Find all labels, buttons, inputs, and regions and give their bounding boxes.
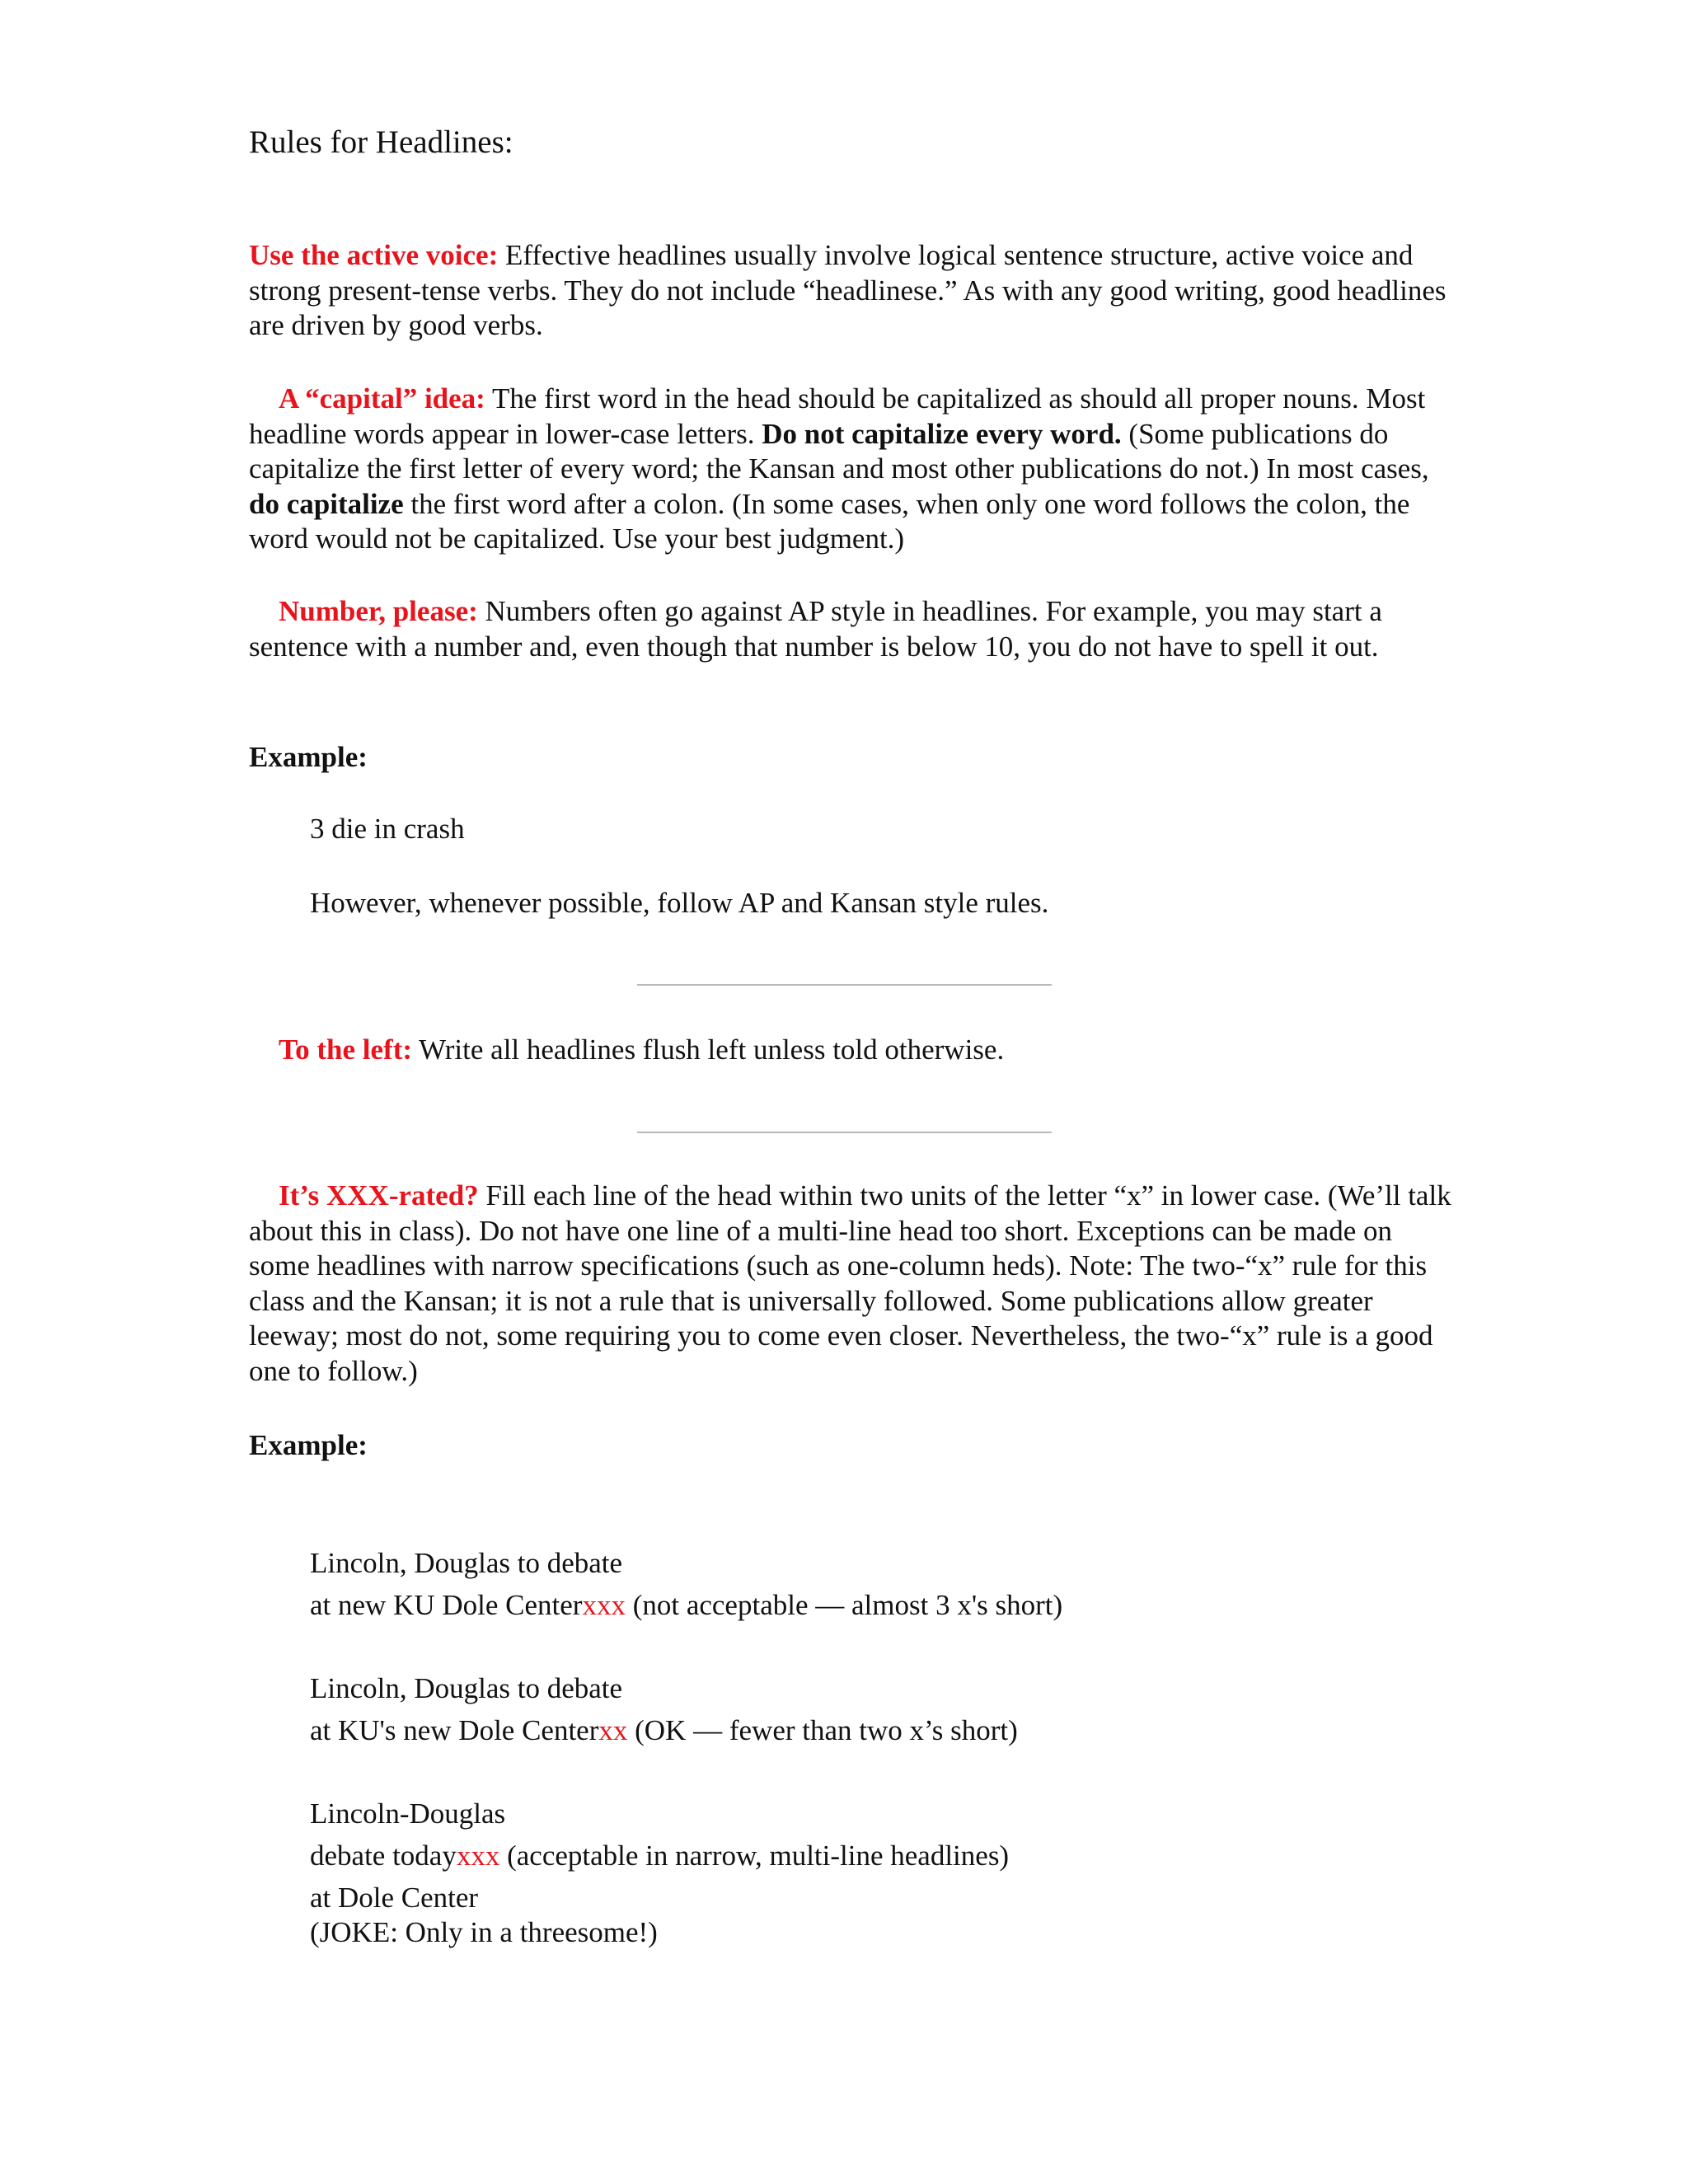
section-text: Numbers often go against AP style in headlines. For example, you may start a sentence with a number and, even though that number is below 10, you do not have to spell it out. [249,595,1382,663]
horizontal-divider [637,1132,1052,1133]
headline-line: Lincoln-Douglas [310,1797,506,1830]
section-text: Effective headlines usually involve logical sentence structure, active voice and strong present-tense verbs. They do not include “headlinese.” As with any good writing, good headlines are driven by good verbs. [249,239,1447,341]
headline-note: (OK — fewer than two x’s short) [627,1714,1018,1746]
section-text: Fill each line of the head within two units of the letter “x” in lower case. (We’ll talk about this in class). Do not have one line of a multi-line head too short. Exceptions can be made on some headlines with narrow specifications (such as one-column heds). Note: The two-“x” rule for this class and the Kansan; it is not a rule that is universally followed. Some publications allow greater leeway; most do not, some requiring you to come even closer. Nevertheless, the two-“x” rule is a good one to follow.) [249,1179,1451,1387]
bold-emphasis: Do not capitalize every word. [762,417,1122,450]
headline-line [310,1835,1447,1877]
section-capital-idea [249,382,1452,557]
horizontal-divider [637,984,1052,986]
headline-note: (acceptable in narrow, multi-line headlines) [499,1840,1010,1872]
headline-text: at KU's new Dole Center [310,1714,599,1746]
section-text: Write all headlines flush left unless told otherwise. [412,1033,1005,1066]
section-heading: To the left: [279,1033,413,1066]
example-note: However, whenever possible, follow AP and Kansan style rules. [310,887,1049,919]
x-units: xxx [456,1840,500,1872]
headline-text: at new KU Dole Center [310,1589,583,1621]
x-units: xxx [582,1589,626,1621]
section-to-the-left [249,1033,1452,1068]
page-title: Rules for Headlines: [249,124,513,160]
section-number-please [249,594,1452,664]
example-label: Example: [249,1429,368,1461]
example-headline: 3 die in crash [310,813,465,845]
section-text: the first word after a colon. (In some cases, when only one word follows the colon, the word would not be capitalized. Use your best judgment.) [249,487,1410,555]
headline-line [310,1584,1447,1626]
section-heading: Use the active voice: [249,239,499,271]
headline-note: (not acceptable — almost 3 x's short) [625,1589,1063,1621]
example-label: Example: [249,741,368,773]
section-heading: It’s XXX-rated? [279,1179,479,1212]
headline-text: debate today [310,1840,457,1872]
example-headline-3 [310,1793,1447,1953]
section-text: The first word in the head should be capitalized as should all proper nouns. Most headline words appear in lower-case letters. [249,382,1426,450]
x-units: xx [598,1714,628,1746]
headline-line [310,1709,1447,1751]
headline-line: Lincoln, Douglas to debate [310,1547,623,1579]
example-headline-1 [310,1542,1447,1626]
section-text: (Some publications do capitalize the first letter of every word; the Kansan and most other publications do not.) In most cases, [249,417,1429,485]
headline-line: Lincoln, Douglas to debate [310,1672,623,1704]
example-headline-2 [310,1667,1447,1751]
bold-emphasis: do capitalize [249,487,404,520]
section-active-voice [249,238,1452,344]
section-heading: A “capital” idea: [279,382,485,415]
section-heading: Number, please: [279,595,478,627]
headline-line: at Dole Center [310,1882,479,1914]
section-xxx-rated [249,1179,1452,1389]
joke-line: (JOKE: Only in a threesome!) [310,1916,658,1948]
